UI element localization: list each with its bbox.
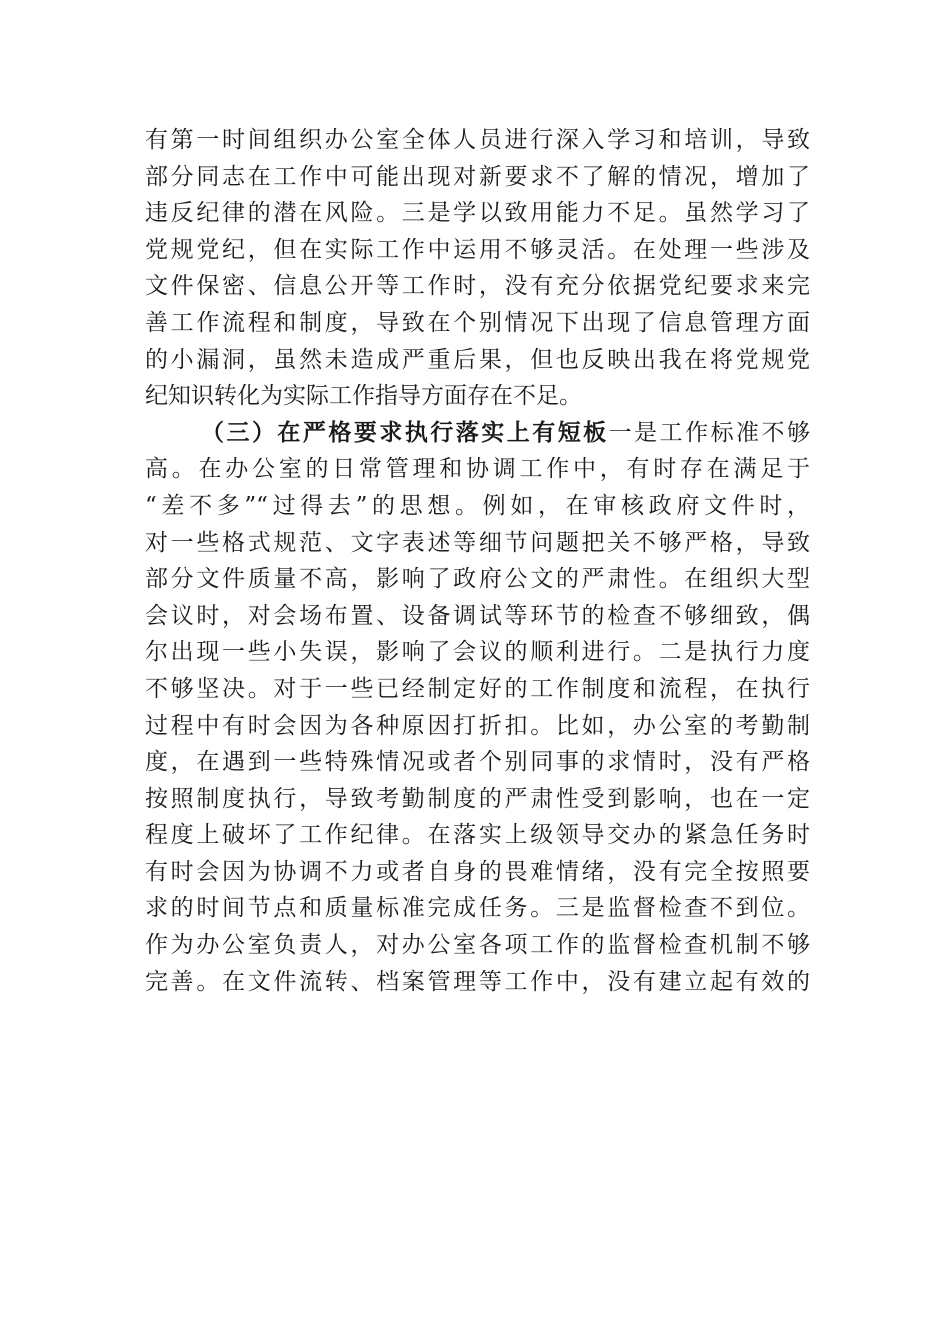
paragraph-line: 部分同志在工作中可能出现对新要求不了解的情况，增加了 <box>145 163 810 190</box>
paragraph-line: 善工作流程和制度，导致在个别情况下出现了信息管理方面 <box>145 309 810 336</box>
paragraph-line: 纪知识转化为实际工作指导方面存在不足。 <box>145 383 582 410</box>
paragraph-line: 完善。在文件流转、档案管理等工作中，没有建立起有效的 <box>145 968 810 995</box>
section-heading-tail: 一是工作标准不够 <box>608 419 811 446</box>
paragraph-line: 过程中有时会因为各种原因打折扣。比如，办公室的考勤制 <box>145 712 810 739</box>
paragraph-line: 高。在办公室的日常管理和协调工作中，有时存在满足于 <box>145 456 810 483</box>
section-heading-line <box>145 415 810 452</box>
paragraph-line: 不够坚决。对于一些已经制定好的工作制度和流程，在执行 <box>145 675 810 702</box>
paragraph-line: 尔出现一些小失误，影响了会议的顺利进行。二是执行力度 <box>145 639 810 666</box>
paragraph-line: 有第一时间组织办公室全体人员进行深入学习和培训，导致 <box>145 127 810 153</box>
paragraph-line: 求的时间节点和质量标准完成任务。三是监督检查不到位。 <box>145 895 810 922</box>
paragraph-line: 文件保密、信息公开等工作时，没有充分依据党纪要求来完 <box>145 273 810 300</box>
paragraph-line: 程度上破坏了工作纪律。在落实上级领导交办的紧急任务时 <box>145 822 810 849</box>
paragraph-line: 作为办公室负责人，对办公室各项工作的监督检查机制不够 <box>145 932 810 959</box>
paragraph-line: 对一些格式规范、文字表述等细节问题把关不够严格，导致 <box>145 529 810 556</box>
paragraph-line: 的小漏洞，虽然未造成严重后果，但也反映出我在将党规党 <box>145 346 810 373</box>
paragraph-line: 按照制度执行，导致考勤制度的严肃性受到影响，也在一定 <box>145 785 810 812</box>
paragraph-line: 有时会因为协调不力或者自身的畏难情绪，没有完全按照要 <box>145 858 810 885</box>
paragraph-line: 违反纪律的潜在风险。三是学以致用能力不足。虽然学习了 <box>145 200 810 227</box>
section-heading: （三）在严格要求执行落实上有短板 <box>201 418 609 446</box>
paragraph-line: “差不多”“过得去”的思想。例如，在审核政府文件时， <box>145 492 810 519</box>
paragraph-line: 会议时，对会场布置、设备调试等环节的检查不够细致，偶 <box>145 602 810 629</box>
document-body <box>145 122 810 1000</box>
paragraph-line: 党规党纪，但在实际工作中运用不够灵活。在处理一些涉及 <box>145 236 810 263</box>
paragraph-line: 度，在遇到一些特殊情况或者个别同事的求情时，没有严格 <box>145 749 810 776</box>
paragraph-line: 部分文件质量不高，影响了政府公文的严肃性。在组织大型 <box>145 566 810 593</box>
